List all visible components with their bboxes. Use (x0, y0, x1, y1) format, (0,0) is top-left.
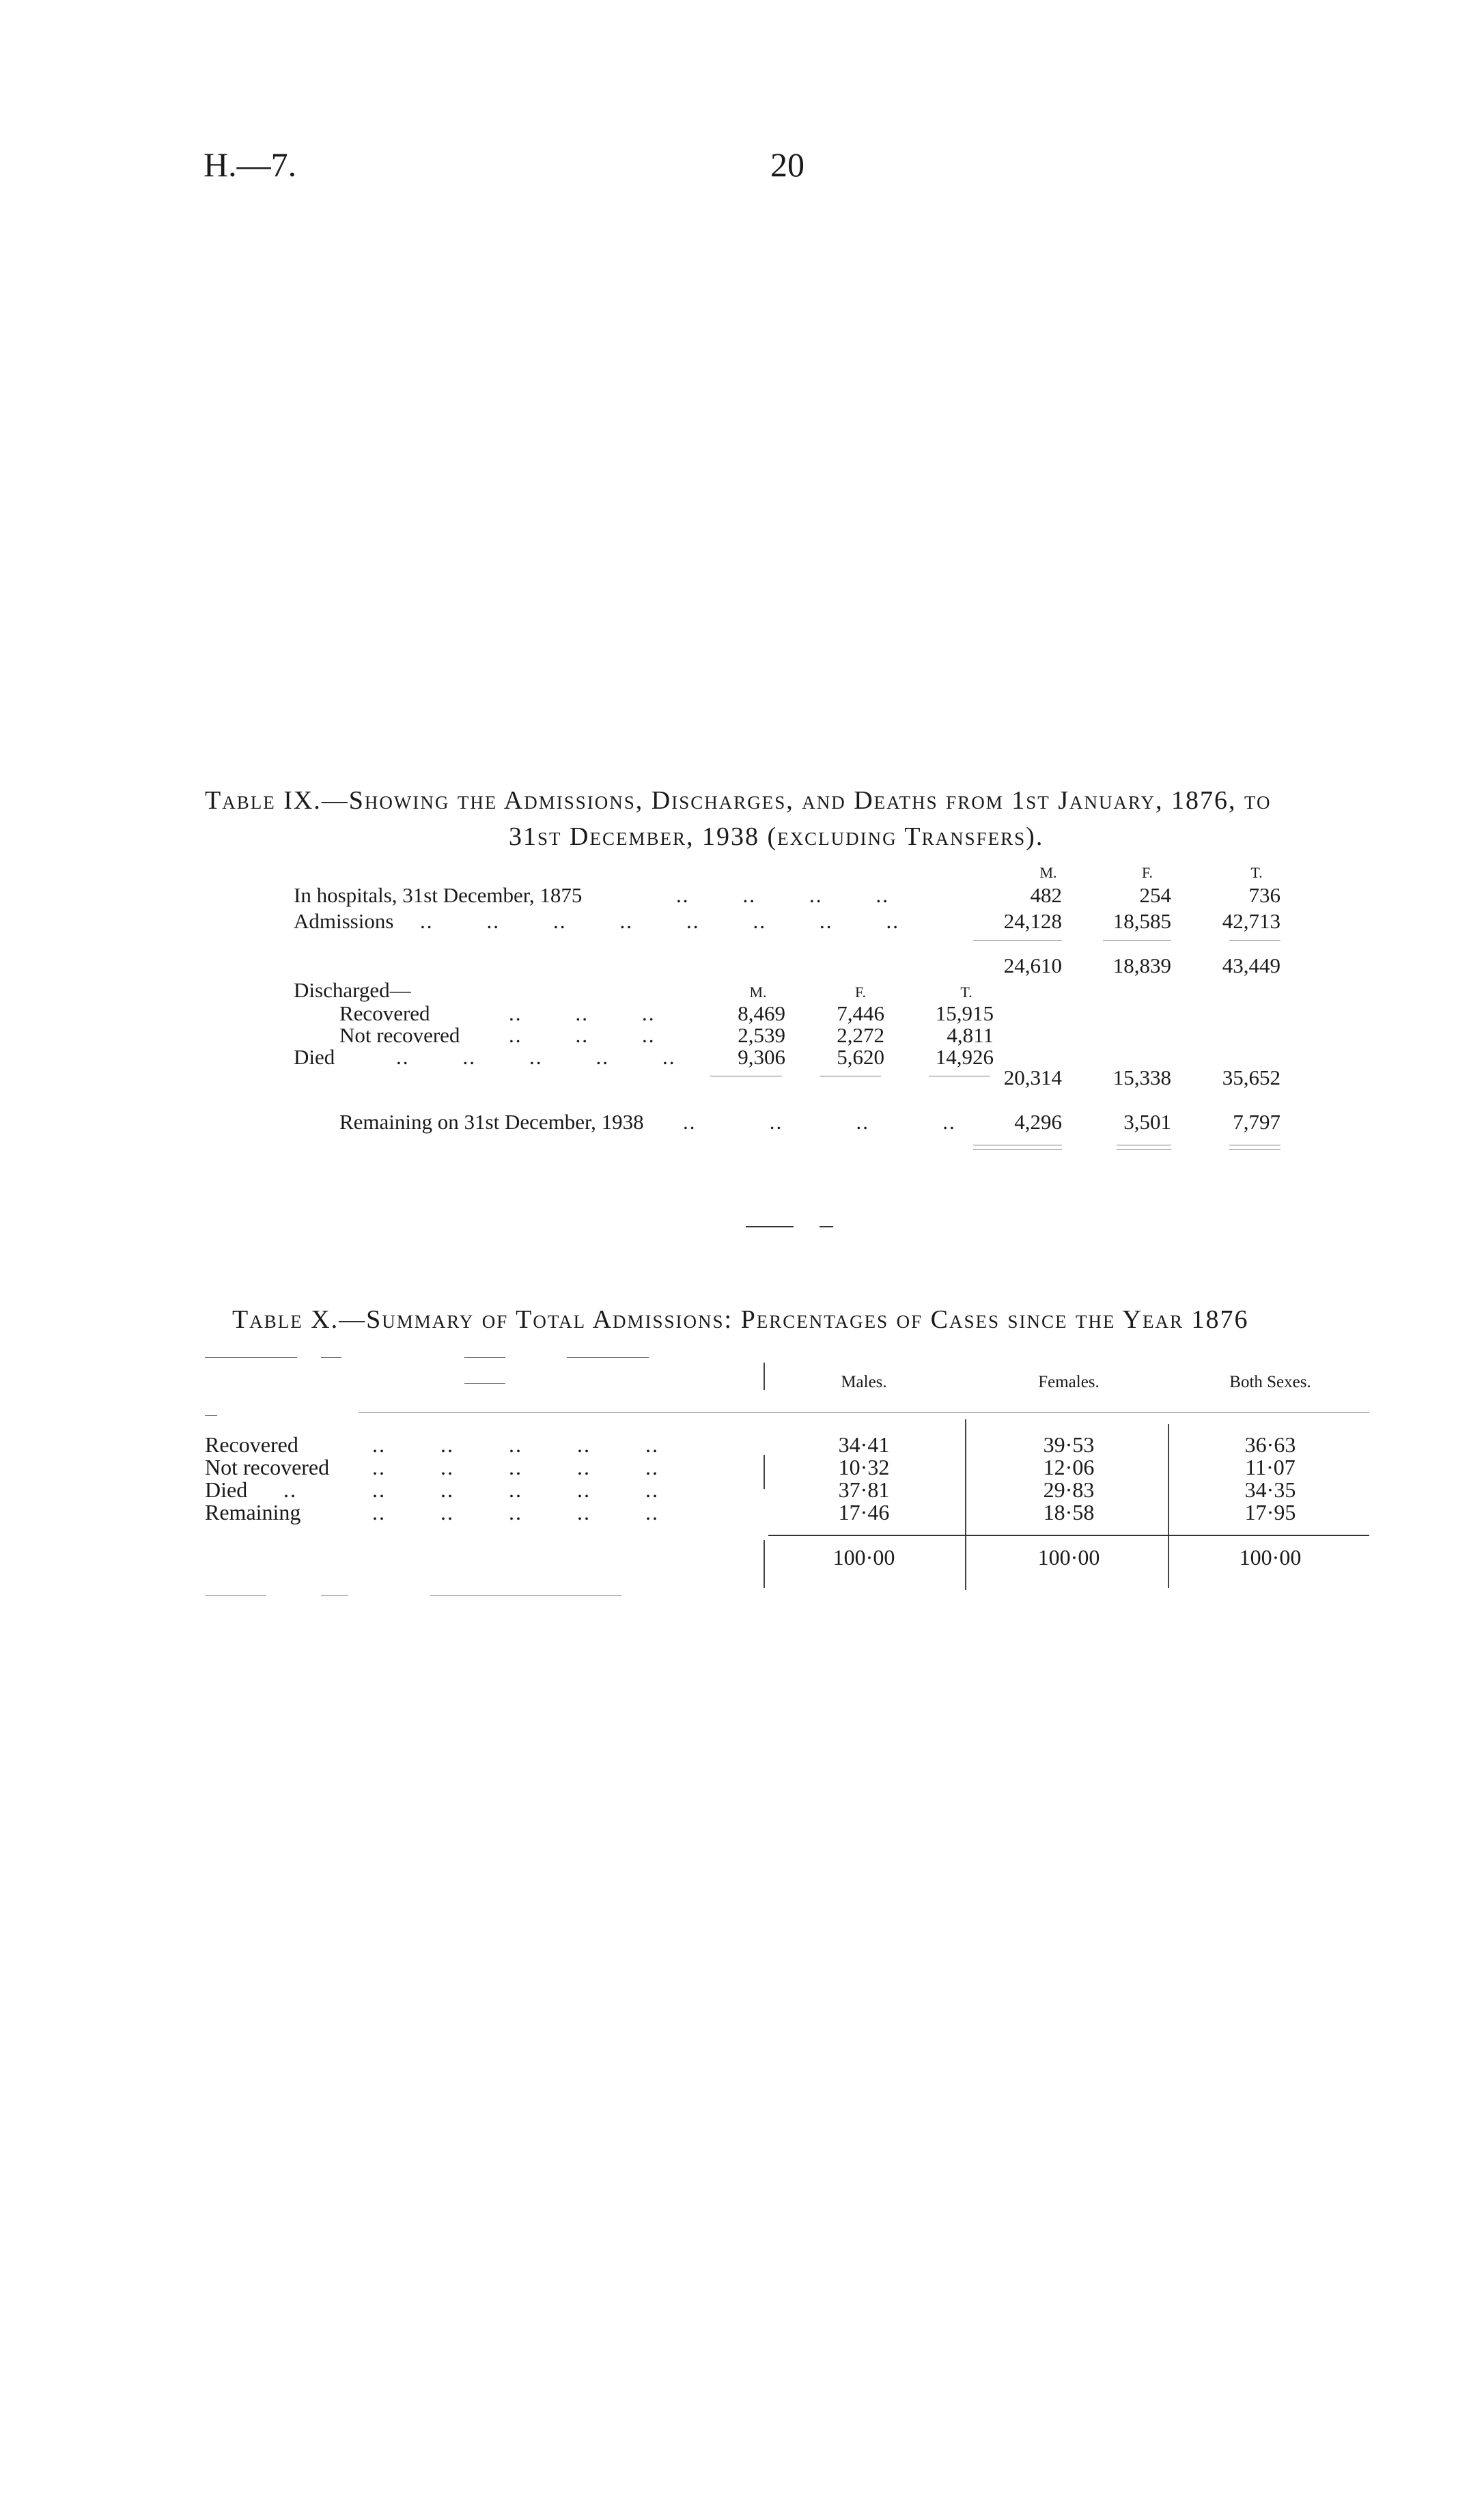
t10-row-label: Not recovered (205, 1455, 330, 1479)
t9-subtotal-m: 24,610 (1003, 953, 1062, 977)
t10-leader-dots: .. .. .. .. .. (372, 1432, 659, 1457)
t9-discharged-label: Discharged— (294, 978, 411, 1002)
t9-leader-dots: .. .. .. (509, 1023, 656, 1047)
t10-total-males: 100·00 (832, 1545, 895, 1570)
t9-not-recovered-t: 4,811 (947, 1023, 994, 1047)
t9-remaining-label: Remaining on 31st December, 1938 (339, 1110, 644, 1134)
page-number: 20 (770, 145, 804, 184)
t10-cell-males: 10·32 (838, 1455, 890, 1479)
t10-leader-dots: .. .. .. .. .. .. (283, 1477, 659, 1502)
t9-died-t: 14,926 (935, 1045, 994, 1069)
t9-remaining-f: 3,501 (1123, 1110, 1171, 1134)
total-rule (768, 1535, 1369, 1536)
t10-cell-both: 17·95 (1244, 1500, 1296, 1524)
rule (321, 1595, 348, 1596)
t10-cell-males: 37·81 (838, 1477, 890, 1502)
t10-leader-dots: .. .. .. .. .. (372, 1455, 659, 1479)
t9-recovered-m: 8,469 (738, 1001, 785, 1025)
table9-title-line1: Table IX.—Showing the Admissions, Discharges, and Deaths from 1st January, 1876, to (205, 786, 1272, 815)
t10-total-both: 100·00 (1239, 1545, 1302, 1570)
t9-subhead-m: M. (749, 984, 767, 1001)
column-divider (764, 1363, 765, 1390)
t9-leader-dots: .. .. .. (509, 1001, 656, 1025)
column-divider (1168, 1424, 1169, 1588)
t9-admissions-label: Admissions (294, 909, 394, 933)
t10-cell-females: 12·06 (1043, 1455, 1095, 1479)
section-separator (746, 1226, 794, 1227)
t9-not-recovered-m: 2,539 (738, 1023, 785, 1047)
rule (567, 1357, 649, 1358)
t9-subhead-t: T. (960, 984, 972, 1001)
t9-died-f: 5,620 (837, 1045, 884, 1069)
rule (973, 1149, 1062, 1150)
t9-leader-dots: .. .. .. .. .. .. .. .. (420, 909, 899, 933)
t10-cell-females: 29·83 (1043, 1477, 1095, 1502)
t9-leader-dots: .. .. .. .. (683, 1110, 956, 1134)
t9-not-recovered-f: 2,272 (837, 1023, 884, 1047)
t9-in-hospitals-m: 482 (1030, 883, 1062, 907)
t10-cell-females: 39·53 (1043, 1432, 1095, 1457)
t9-in-hospitals-t: 736 (1248, 883, 1280, 907)
t10-row-label: Remaining (205, 1500, 301, 1524)
rule (430, 1595, 621, 1596)
t9-leader-dots: .. .. .. .. (676, 883, 889, 907)
rule (1117, 1149, 1171, 1150)
column-divider (764, 1455, 765, 1489)
rule (464, 1383, 505, 1384)
t9-leader-dots: .. .. .. .. .. (396, 1045, 676, 1069)
rule (205, 1595, 266, 1596)
t9-recovered-t: 15,915 (935, 1001, 994, 1025)
rule (359, 1412, 1369, 1413)
t10-row-label: Died (205, 1477, 248, 1502)
t9-subtotal-t: 43,449 (1222, 953, 1280, 977)
column-divider (764, 1540, 765, 1588)
t10-cell-males: 17·46 (838, 1500, 890, 1524)
t9-outtotal-t: 35,652 (1222, 1066, 1280, 1089)
t9-died-label: Died (294, 1045, 335, 1069)
t10-cell-both: 34·35 (1244, 1477, 1296, 1502)
t9-admissions-m: 24,128 (1003, 909, 1062, 933)
rule (973, 940, 1062, 941)
t9-subtotal-f: 18,839 (1112, 953, 1171, 977)
section-separator (820, 1226, 833, 1227)
t10-header-females: Females. (1038, 1373, 1100, 1391)
t9-recovered-f: 7,446 (837, 1001, 884, 1025)
t10-cell-both: 36·63 (1244, 1432, 1296, 1457)
t10-header-both: Both Sexes. (1229, 1373, 1311, 1391)
rule (321, 1357, 341, 1358)
t9-head-t: T. (1250, 864, 1263, 881)
t10-cell-females: 18·58 (1043, 1500, 1095, 1524)
column-divider (965, 1419, 966, 1590)
rule (205, 1415, 217, 1416)
t9-head-m: M. (1039, 864, 1057, 881)
t9-remaining-m: 4,296 (1014, 1110, 1062, 1134)
rule (464, 1357, 505, 1358)
t9-outtotal-f: 15,338 (1112, 1066, 1171, 1089)
t9-died-m: 9,306 (738, 1045, 785, 1069)
t10-cell-both: 11·07 (1245, 1455, 1296, 1479)
t10-row-label: Recovered (205, 1432, 298, 1457)
t10-leader-dots: .. .. .. .. .. (372, 1500, 659, 1524)
table9-title-line2: 31st December, 1938 (excluding Transfers). (509, 822, 1044, 851)
t9-recovered-label: Recovered (339, 1001, 430, 1025)
t9-in-hospitals-label: In hospitals, 31st December, 1875 (294, 883, 583, 907)
t9-subhead-f: F. (855, 984, 866, 1001)
rule (1103, 940, 1171, 941)
t9-not-recovered-label: Not recovered (339, 1023, 460, 1047)
rule (1229, 1149, 1280, 1150)
t10-header-males: Males. (841, 1373, 887, 1391)
t9-outtotal-m: 20,314 (1003, 1066, 1062, 1089)
page-reference: H.—7. (204, 145, 297, 184)
t9-remaining-t: 7,797 (1233, 1110, 1280, 1134)
t9-head-f: F. (1142, 864, 1153, 881)
t9-admissions-t: 42,713 (1222, 909, 1280, 933)
t9-in-hospitals-f: 254 (1139, 883, 1171, 907)
t10-total-females: 100·00 (1037, 1545, 1100, 1570)
rule (1229, 940, 1280, 941)
table10-title: Table X.—Summary of Total Admissions: Percentages of Cases since the Year 1876 (232, 1305, 1249, 1334)
t9-admissions-f: 18,585 (1112, 909, 1171, 933)
rule (205, 1357, 297, 1358)
t10-cell-males: 34·41 (838, 1432, 890, 1457)
